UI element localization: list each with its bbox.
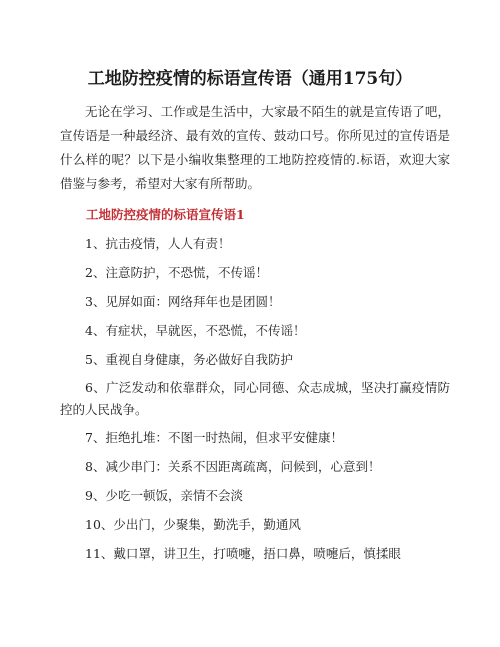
page-title: 工地防控疫情的标语宣传语（通用175句） (87, 69, 413, 89)
list-item: 2、注意防护，不恐慌，不传谣！ (85, 265, 268, 280)
intro-paragraph: 无论在学习、工作或是生活中，大家最不陌生的就是宣传语了吧，宣传语是一种最经济、最有效的宣传、鼓动口号。你所见过的宣传语是什么样的呢？以下是小编收集整理的工地防控疫情的.标语，欢迎大家借鉴与参考，希望对大家有所帮助。 (60, 104, 450, 191)
section-heading: 工地防控疫情的标语宣传语1 (86, 207, 245, 222)
list-item: 1、抗击疫情，人人有责！ (85, 236, 231, 251)
list-item: 8、减少串门：关系不因距离疏离，问候到，心意到！ (85, 459, 381, 474)
list-item: 7、拒绝扎堆：不图一时热闹，但求平安健康！ (85, 430, 343, 445)
list-item: 5、重视自身健康，务必做好自我防护 (85, 352, 293, 367)
list-item: 3、见屏如面：网络拜年也是团圆！ (85, 294, 281, 309)
list-item: 11、戴口罩，讲卫生，打喷嚏，捂口鼻，喷嚏后，慎揉眼 (85, 546, 401, 561)
list-item: 6、广泛发动和依靠群众，同心同德、众志成城，坚决打赢疫情防控的人民战争。 (60, 380, 450, 417)
list-item: 10、少出门，少聚集，勤洗手，勤通风 (85, 517, 301, 532)
list-item: 9、少吃一顿饭，亲情不会淡 (85, 488, 243, 503)
list-item: 4、有症状，早就医，不恐慌，不传谣！ (85, 323, 306, 338)
